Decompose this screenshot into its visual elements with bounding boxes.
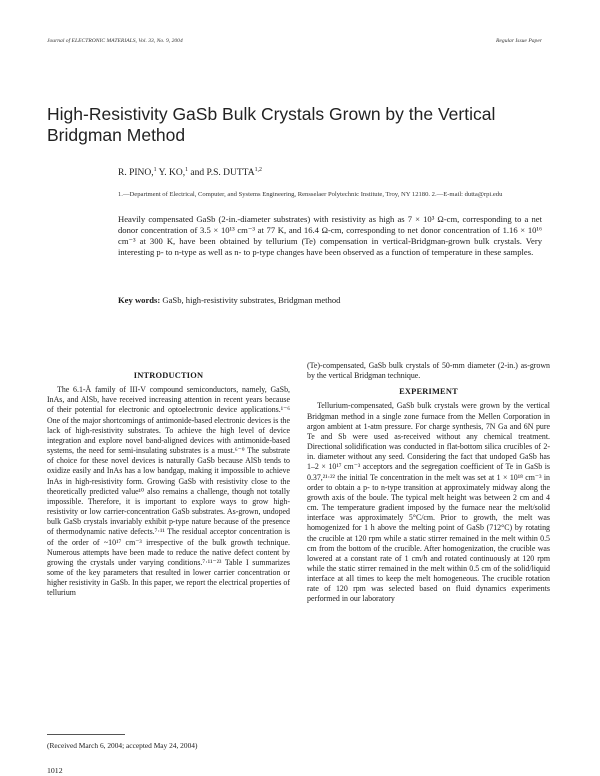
affiliation: 1.—Department of Electrical, Computer, and Systems Engineering, Rensselaer Polytechnic Institute, Troy, NY 12180. 2.—E-mail: dutta@rpi.edu [118, 191, 503, 198]
keywords-text: GaSb, high-resistivity substrates, Bridgman method [160, 295, 341, 305]
experiment-heading: EXPERIMENT [399, 387, 458, 397]
abstract: Heavily compensated GaSb (2-in.-diameter substrates) with resistivity as high as 7 × 10³ Ω-cm, corresponding to a net donor concentration of 3.5 × 10¹³ cm⁻³ at 77 K, and 16.4 Ω-cm, corresponding to net donor concentration of 1.16 × 10¹⁶ cm⁻³ at 300 K, have been obtained by tellurium (Te) compensation in vertical-Bridgman-grown bulk crystals. Very interesting p- to n-type as well as n- to p-type changes have been observed as a function of temperature in these samples. [118, 214, 542, 258]
page-number: 1012 [47, 766, 63, 775]
issue-label: Regular Issue Paper [496, 38, 542, 44]
author-dutta-affil: 1,2 [254, 166, 262, 173]
right-column [307, 361, 550, 605]
journal-header: Journal of ELECTRONIC MATERIALS, Vol. 33, No. 9, 2004 [47, 38, 183, 44]
author-pino-affil: 1 [153, 166, 157, 173]
intro-paragraph: The 6.1-Å family of III-V compound semiconductors, namely, GaSb, InAs, and AlSb, have received increasing attention in recent years because of their potential for electronic and optoelectronic device applications.¹⁻⁶ One of the major shortcomings of antimonide-based electronic devices is the lack of high-resistivity substrates. To achieve the high level of device integration and explore novel band-aligned devices with antimonide-based systems, the need for semi-insulating substrates is a must.⁶⁻⁹ The substrate of choice for these novel devices is naturally GaSb because AlSb tends to oxidize easily and InAs has a low bandgap, making it impossible to achieve InAs in high-resistivity form. Growing GaSb with resistivity close to the theoretically predicted value¹⁰ also remains a challenge, though not totally impossible. Therefore, it is important to explore ways to grow high-resistivity or low carrier-concentration GaSb substrates. As-grown, undoped bulk GaSb crystals invariably exhibit p-type nature because of the presence of thermodynamic native defects.⁷·¹¹ The residual acceptor concentration is of the order of ~10¹⁷ cm⁻³ irrespective of the bulk growth technique. Numerous attempts have been made to reduce the native defect content by growing the crystals under varying conditions.⁷·¹¹⁻²³ Table I summarizes some of the key parameters that resulted in lower carrier concentration or higher resistivity in GaSb. In this paper, we report the electrical properties of tellurium [47, 385, 290, 598]
footnote-rule [47, 734, 125, 735]
keywords [118, 295, 542, 305]
intro-heading: INTRODUCTION [133, 371, 204, 380]
keywords-label: Key words: [118, 295, 161, 305]
left-column [47, 365, 290, 598]
author-pino: R. PINO, [118, 168, 154, 178]
author-dutta: and P.S. DUTTA [188, 168, 255, 178]
intro-continued: (Te)-compensated, GaSb bulk crystals of 50-mm diameter (2-in.) as-grown by the vertical Bridgman technique. [307, 361, 550, 381]
experiment-paragraph: Tellurium-compensated, GaSb bulk crystals were grown by the vertical Bridgman method in a single zone furnace from the Mellen Corporation in argon ambient at 1-atm pressure. For charge synthesis, 7N Ga and 6N pure Te and Sb were used as-received without any chemical treatment. Directional solidification was conducted in flat-bottom silica crucibles of 2-in. diameter without any seed. Considering the fact that undoped GaSb has 1–2 × 10¹⁷ cm⁻³ acceptors and the segregation coefficient of Te in GaSb is 0.37,²¹·²² the initial Te concentration in the melt was set at 1 × 10¹⁸ cm⁻³ in order to obtain a p- to n-type transition at approximately midway along the growth axis of the boule. The typical melt height was between 2 cm and 4 cm. The temperature gradient imposed by the furnace near the melt/solid interface was approximately 5°C/cm. Prior to growth, the melt was homogenized for 1 h above the melting point of GaSb (712°C) by rotating the crucible at 120 rpm while a static stirrer remained in the melt within 0.5 cm from the bottom of the crucible. After homogenization, the crucible was lowered at a constant rate of 1 cm/h and rotated continuously at 120 rpm while the static stirrer remained in the melt within 0.5 cm of the solid/liquid interface at all times to keep the melt homogeneous. The crucible rotation rate of 120 rpm was selected based on fluid dynamics experiments performed in our laboratory [307, 401, 550, 604]
received-dates: (Received March 6, 2004; accepted May 24, 2004) [47, 741, 198, 750]
author-line [118, 168, 262, 178]
paper-title: High-Resistivity GaSb Bulk Crystals Grown by the Vertical Bridgman Method [47, 104, 496, 145]
author-ko: Y. KO, [156, 168, 186, 178]
author-ko-affil: 1 [185, 166, 189, 173]
